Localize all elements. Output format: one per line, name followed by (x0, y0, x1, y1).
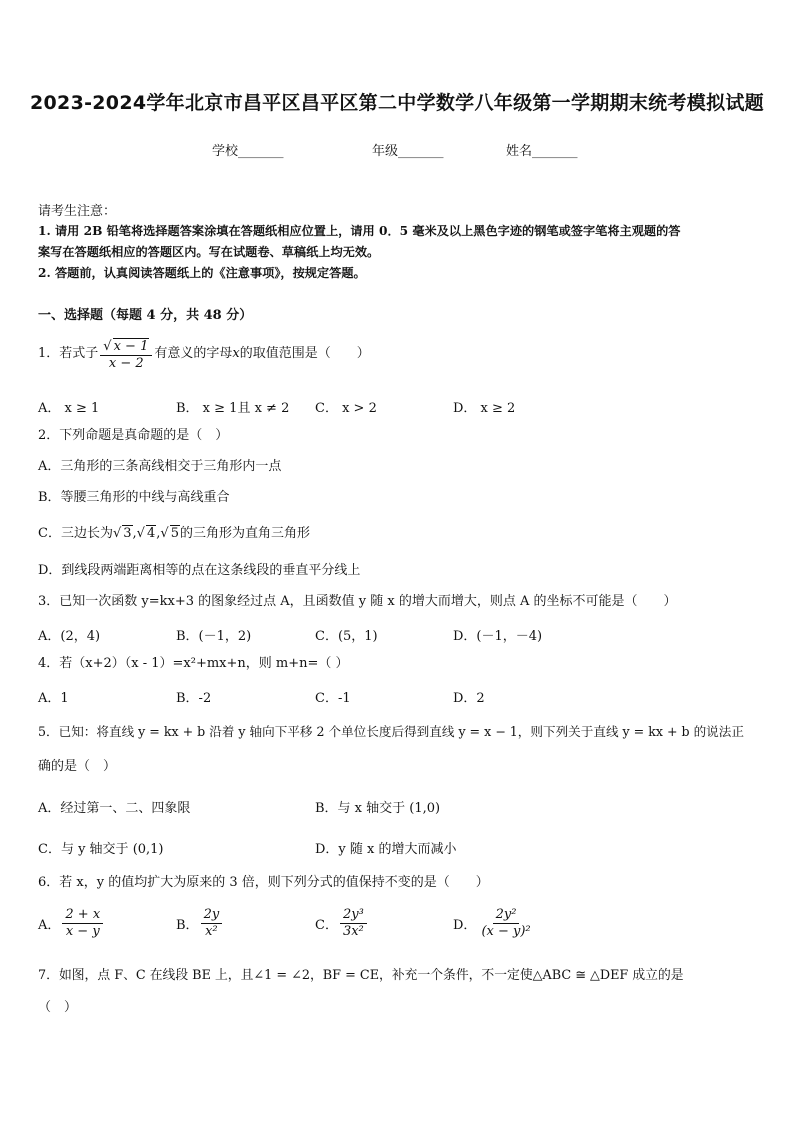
q4-option-b: B．-2 (176, 691, 212, 706)
q6-option-b: B． $\frac{2y}{\text{x²}}$ (176, 907, 224, 939)
question-3-stem: 3．已知一次函数 y=kx+3 的图象经过点 A，且函数值 y 随 x 的增大而增大，则点 A 的坐标不可能是（ ） (38, 594, 677, 609)
q3-option-b: B．(－1，2) (176, 629, 252, 644)
q1-option-a: A． x ≥ 1 (38, 401, 100, 416)
q1-option-b: B． x ≥ 1且 x ≠ 2 (176, 401, 290, 416)
question-2-stem: 2．下列命题是真命题的是（ ） (38, 428, 229, 443)
question-5-stem-line-2: 确的是（ ） (38, 759, 117, 774)
q2-option-b: B．等腰三角形的中线与高线重合 (38, 490, 230, 505)
q4-option-d: D．2 (453, 691, 485, 706)
question-1-stem (38, 338, 370, 371)
q6-option-c: C． $\frac{\text{2y³}}{\text{3x²}}$ (315, 907, 369, 939)
section-heading-choice: 一、选择题（每题 4 分，共 48 分） (38, 308, 253, 323)
q1-prefix: 1．若式子 (38, 346, 99, 362)
q1-text: 有意义的字母 (154, 346, 233, 362)
q1-option-c: C． x > 2 (315, 401, 377, 416)
question-6-stem: 6．若 x，y 的值均扩大为原来的 3 倍，则下列分式的值保持不变的是（ ） (38, 875, 489, 890)
grade-field: 年级_______ (372, 144, 444, 159)
q1-fraction-denominator: x − 2 (108, 355, 144, 371)
q2-option-a: A．三角形的三条高线相交于三角形内一点 (38, 459, 282, 474)
q2-option-d: D．到线段两端距离相等的点在这条线段的垂直平分线上 (38, 563, 361, 578)
q3-option-a: A．(2，4) (38, 629, 101, 644)
notice-item-2: 2. 答题前，认真阅读答题纸上的《注意事项》，按规定答题。 (38, 266, 366, 280)
question-7-stem-line-1: 7．如图，点 F、C 在线段 BE 上，且∠1 = ∠2，BF = CE，补充一个条件，不一定使△ABC ≅ △DEF 成立的是 (38, 968, 684, 983)
q4-option-a: A．1 (38, 691, 69, 706)
q5-option-a: A．经过第一、二、四象限 (38, 801, 191, 816)
question-4-stem: 4．若（x+2）（x - 1）=x²+mx+n，则 m+n=（ ） (38, 656, 349, 671)
q1-variable: x (232, 346, 240, 362)
page-title: 2023-2024学年北京市昌平区昌平区第二中学数学八年级第一学期期末统考模拟试题 (30, 92, 764, 114)
q1-option-d: D． x ≥ 2 (453, 401, 516, 416)
q6-option-a: A． $\frac{2 + x}{x - y}$ (38, 907, 105, 939)
question-5-stem-line-1: 5．已知：将直线 y = kx + b 沿着 y 轴向下平移 2 个单位长度后得到直线 y = x − 1，则下列关于直线 y = kx + b 的说法正 (38, 724, 744, 739)
q3-option-d: D．(－1，－4) (453, 629, 543, 644)
notice-item-1-line-2: 案写在答题纸相应的答题区内。写在试题卷、草稿纸上均无效。 (38, 245, 380, 259)
q3-option-c: C．(5，1) (315, 629, 378, 644)
q5-option-c: C．与 y 轴交于 (0,1) (38, 842, 164, 857)
notice-item-1-line-1: 1. 请用 2B 铅笔将选择题答案涂填在答题纸相应位置上，请用 0．5 毫米及以上黑色字迹的钢笔或签字笔将主观题的答 (38, 224, 681, 238)
q5-option-b: B．与 x 轴交于 (1,0) (315, 801, 441, 816)
question-7-stem-line-2: （ ） (38, 1000, 78, 1015)
notice-heading: 请考生注意： (38, 204, 117, 219)
q6-option-d: D． $\frac{\text{2y²}}{\text{(x − y)²}}$ (453, 907, 531, 939)
q1-text-2: 的取值范围是（ ） (239, 346, 370, 362)
q5-option-d: D．y 随 x 的增大而减小 (315, 842, 457, 857)
school-field: 学校_______ (212, 144, 284, 159)
name-field: 姓名_______ (506, 144, 578, 159)
q2-option-c: C．三边长为√ 3,√ 4,√ 5的三角形为直角三角形 (38, 526, 310, 541)
q1-fraction-numerator: √ x − 1 (100, 338, 152, 356)
q1-fraction (100, 338, 152, 371)
q4-option-c: C．-1 (315, 691, 351, 706)
